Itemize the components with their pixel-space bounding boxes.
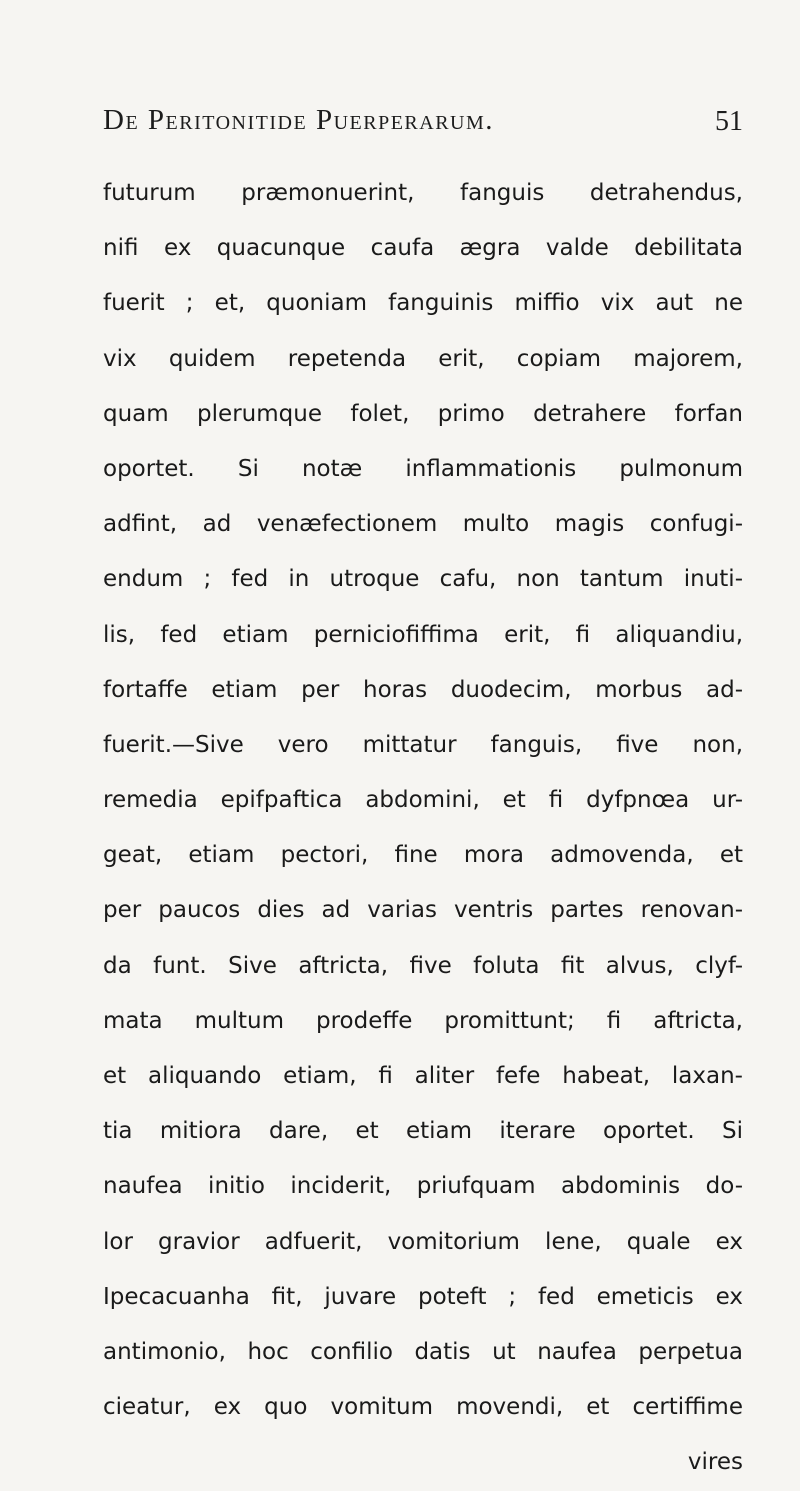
- text-line: antimonio, hoc confilio datis ut naufea perpetua: [103, 1338, 743, 1365]
- text-line: adfint, ad venæfectionem multo magis confugi-: [103, 511, 743, 538]
- running-head: [103, 104, 743, 144]
- text-line: quam plerumque folet, primo detrahere forfan: [103, 400, 743, 427]
- text-line: Ipecacuanha fit, juvare poteft ; fed emeticis ex: [103, 1283, 743, 1310]
- text-line: endum ; fed in utroque cafu, non tantum inuti-: [103, 566, 743, 593]
- text-line: cieatur, ex quo vomitum movendi, et certiffime: [103, 1394, 743, 1421]
- page-number: 51: [715, 106, 743, 137]
- text-line: futurum præmonuerint, fanguis detrahendus,: [103, 180, 743, 206]
- text-line: lis, fed etiam perniciofiffima erit, fi aliquandiu,: [103, 621, 743, 648]
- text-line: mata multum prodeffe promittunt; fi aftricta,: [103, 1007, 743, 1034]
- text-line: nifi ex quacunque caufa ægra valde debilitata: [103, 235, 743, 262]
- text-line: et aliquando etiam, fi aliter fefe habeat, laxan-: [103, 1063, 743, 1089]
- body-text: [103, 166, 743, 1491]
- text-line: lor gravior adfuerit, vomitorium lene, quale ex: [103, 1228, 743, 1255]
- text-line: per paucos dies ad varias ventris partes renovan-: [103, 897, 743, 924]
- text-line: vix quidem repetenda erit, copiam majorem,: [103, 345, 743, 372]
- text-line: fuerit.—Sive vero mittatur fanguis, five non,: [103, 731, 743, 758]
- text-line: da funt. Sive aftricta, five foluta fit alvus, clyf-: [103, 952, 743, 979]
- text-line: geat, etiam pectori, fine mora admovenda, et: [103, 842, 743, 869]
- text-line: fortaffe etiam per horas duodecim, morbus ad-: [103, 676, 743, 703]
- text-line: fuerit ; et, quoniam fanguinis miffio vix aut ne: [103, 290, 743, 317]
- running-title: De Peritonitide Puerperarum.: [103, 104, 495, 136]
- catchword: vires: [687, 1449, 743, 1476]
- text-line: tia mitiora dare, et etiam iterare oportet. Si: [103, 1118, 743, 1145]
- text-line: naufea initio inciderit, priufquam abdominis do-: [103, 1173, 743, 1200]
- text-line: remedia epifpaftica abdomini, et fi dyfpnœa ur-: [103, 787, 743, 814]
- text-line: oportet. Si notæ inflammationis pulmonum: [103, 455, 743, 482]
